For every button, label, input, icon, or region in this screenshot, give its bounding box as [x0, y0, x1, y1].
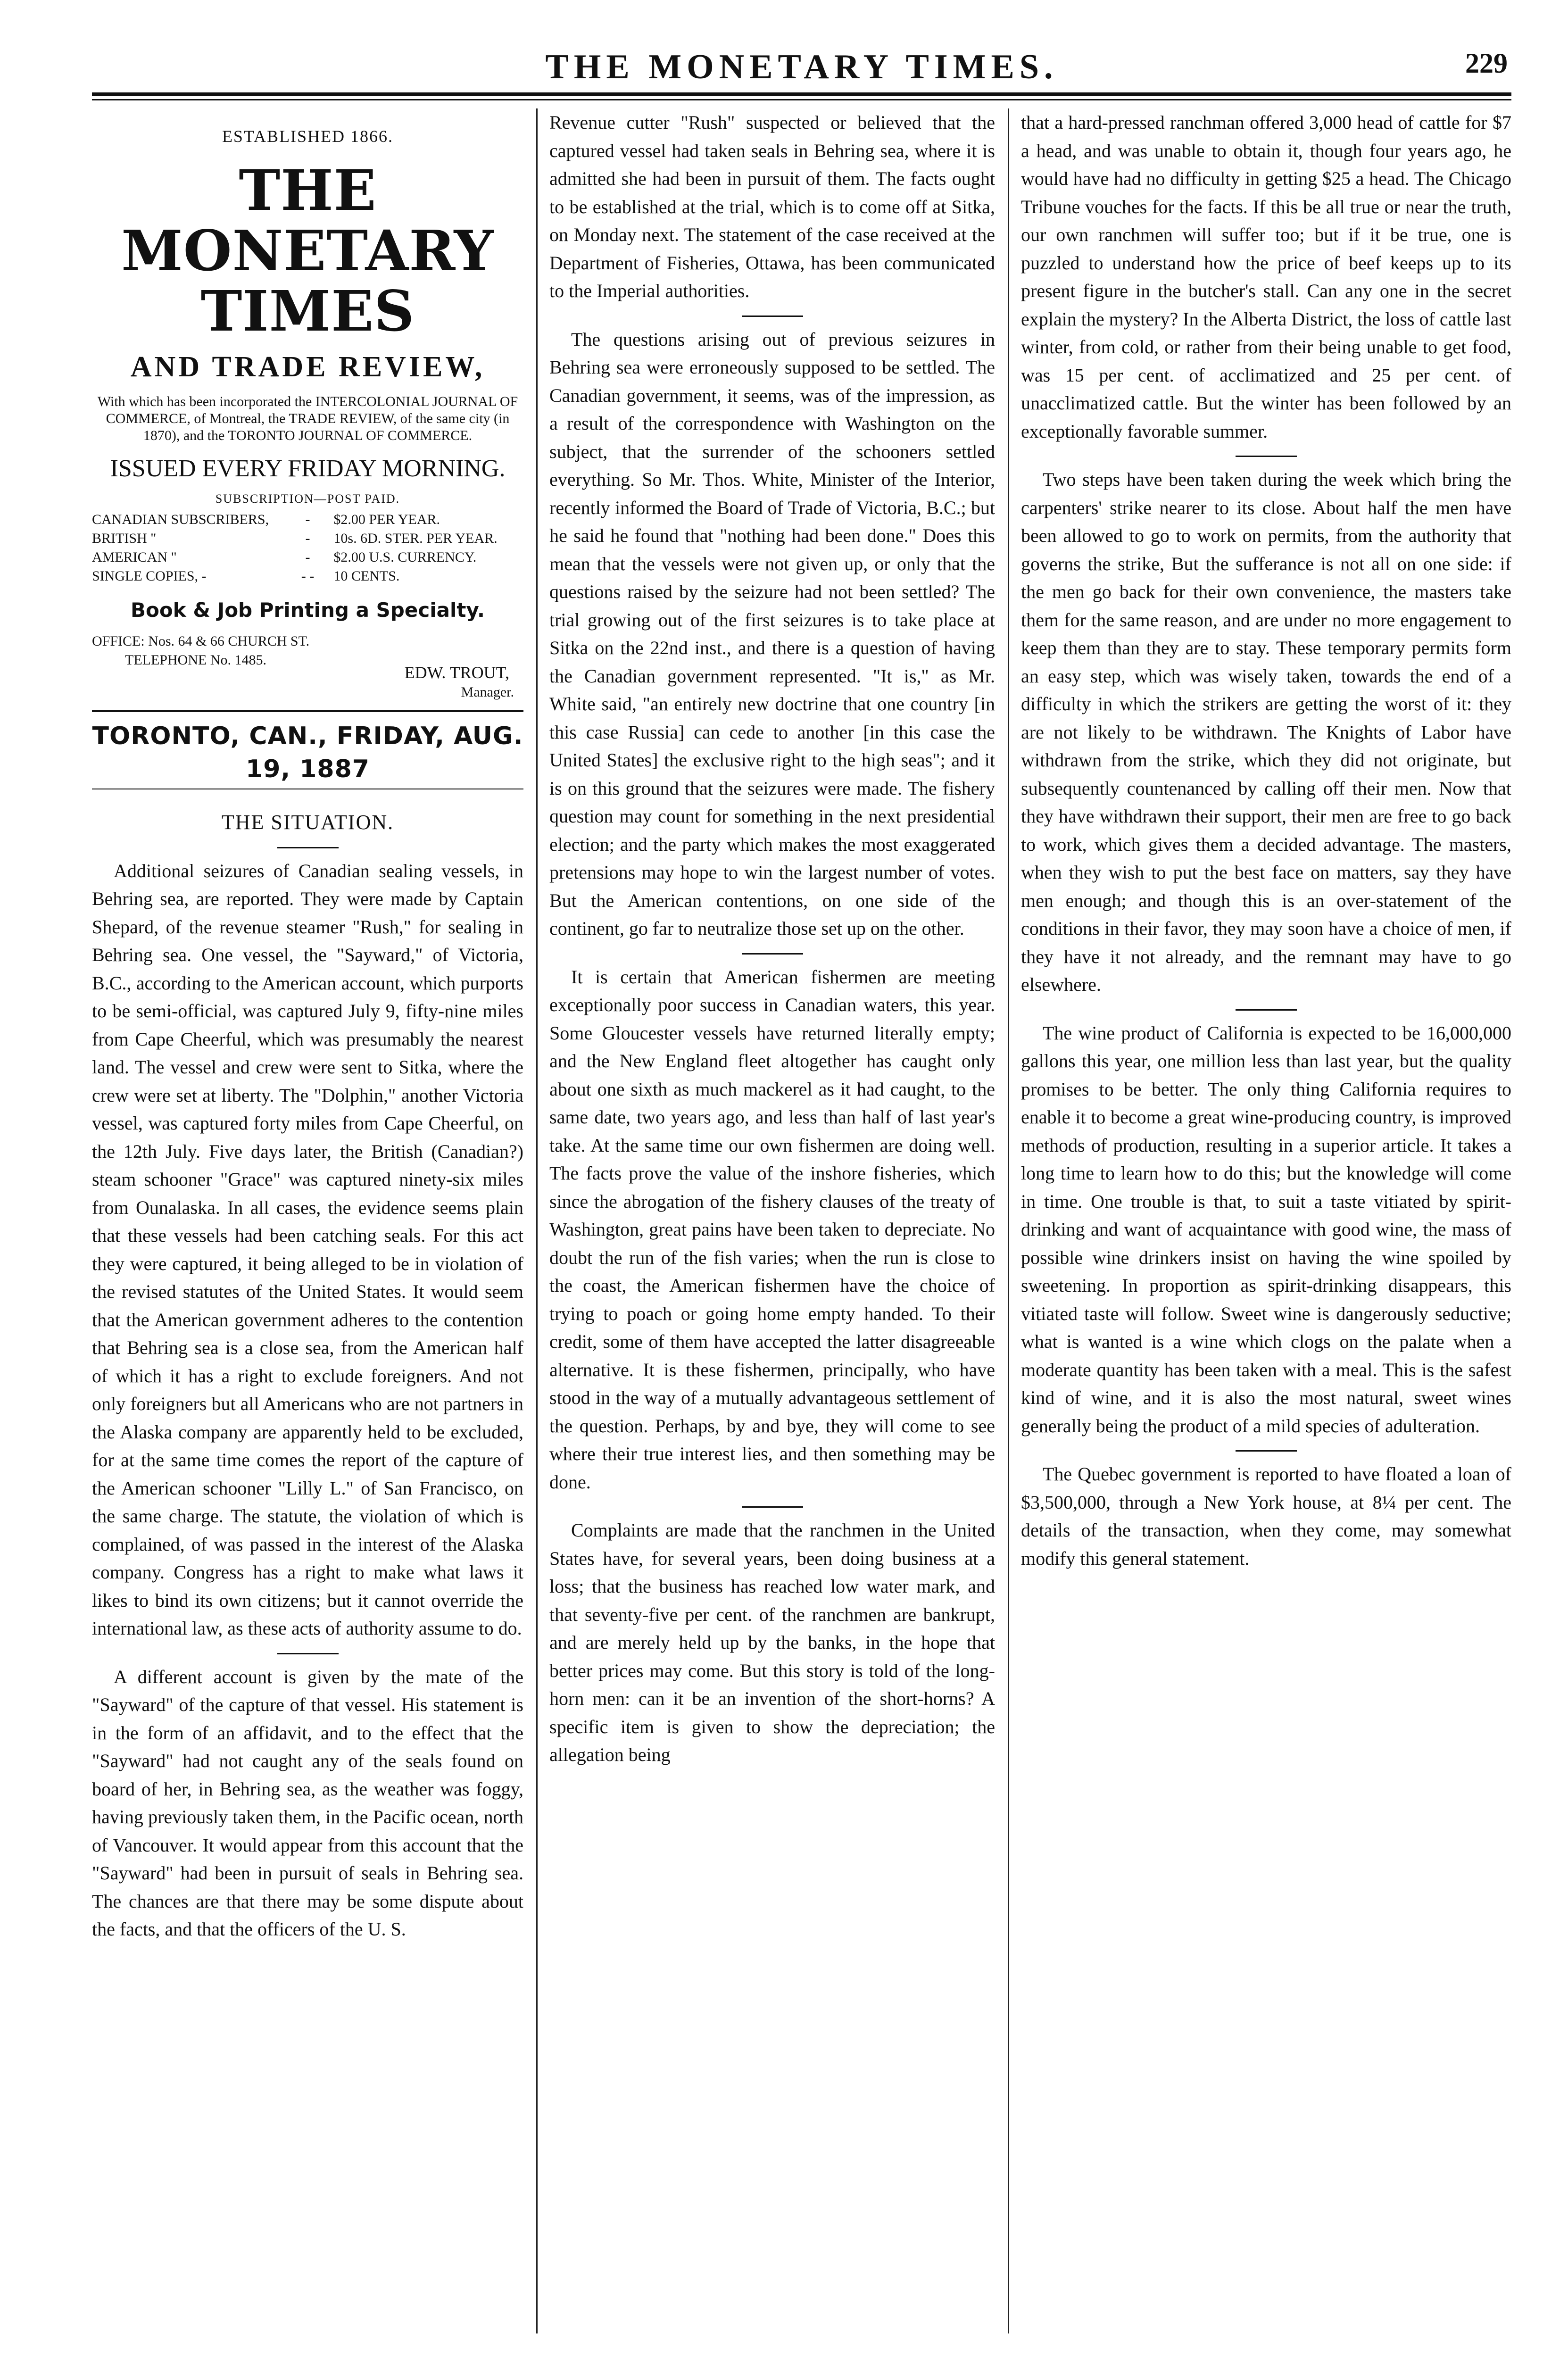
short-rule: [742, 953, 803, 955]
article-paragraph: The wine product of California is expected to be 16,000,000 gallons this year, one million less than last year, but the quality promises to be better. The only thing California requires to enable it to become a great wine-producing country, is improved methods of production, resulting in a superior article. It takes a long time to learn how to do this; but the knowledge will come in time. One trouble is that, to suit a taste vitiated by spirit-drinking and want of acquaintance with good wine, the mass of possible wine drinkers insist on having the wine spoiled by sweetening. In proportion as spirit-drinking disappears, this vitiated taste will follow. Sweet wine is dangerously seductive; what is wanted is a wine which clogs on the palate when a moderate quantity has been taken with a meal. This is the safest kind of wine, and it is also the most natural, sweet wines generally being the product of a mild species of adulteration.: [1021, 1022, 1511, 1436]
column-rule-right: [1008, 108, 1009, 2333]
rate-row: [92, 510, 523, 529]
rate-name: SINGLE COPIES, -: [92, 568, 207, 584]
short-rule: [1236, 1009, 1297, 1011]
rate-dash: - -: [301, 568, 315, 584]
rate-price: 10s. 6D. STER. PER YEAR.: [333, 530, 498, 546]
rate-dash: -: [305, 549, 310, 565]
column-rule-left: [536, 108, 538, 2333]
masthead-rule: [92, 710, 523, 712]
dateline: TORONTO, CAN., FRIDAY, AUG. 19, 1887: [92, 722, 523, 783]
header-rule-thin: [92, 99, 1511, 100]
running-title: THE MONETARY TIMES.: [545, 48, 1058, 86]
printing-specialty: Book & Job Printing a Specialty.: [131, 598, 485, 622]
incorporated-note: With which has been incorporated the INTERCOLONIAL JOURNAL OF COMMERCE, of Montreal, the TRADE REVIEW, of the same city (in 1870), and the TORONTO JOURNAL OF COMMERCE.: [97, 393, 518, 443]
column-2: [549, 108, 995, 2333]
rate-name: CANADIAN SUBSCRIBERS,: [92, 511, 269, 527]
article-paragraph: Revenue cutter "Rush" suspected or believed that the captured vessel had taken seals in Behring sea, where it is admitted she had been in pursuit of them. The facts ought to be established at the trial, which is to come off at Sitka, on Monday next. The statement of the case received at the Department of Fisheries, Ottawa, has been communicated to the Imperial authorities.: [549, 112, 995, 301]
telephone-number: TELEPHONE No. 1485.: [125, 652, 266, 668]
rate-price: $2.00 PER YEAR.: [333, 511, 440, 527]
manager-name: EDW. TROUT,: [404, 663, 509, 682]
article-paragraph: The questions arising out of previous seizures in Behring sea were erroneously supposed to be settled. The Canadian government, it seems, was of the impression, as a result of the correspondence with Washington on the subject, that the surrender of the schooners settled everything. So Mr. Thos. White, Minister of the Interior, recently informed the Board of Trade of Victoria, B.C.; but he said he found that "nothing had been done." Does this mean that the vessels were not given up, or only that the questions raised by the seizure had not been settled? The trial growing out of the first seizures is to take place at Sitka on the 22nd inst., and there is a question of having the Canadian government represented. "It is," as Mr. White said, "an entirely new doctrine that one country [in this case Russia] can cede to another [in this case the United States] the exclusive right to the high seas"; and it is on this ground that the seizures were made. The fishery question may count for something in the next presidential election; and the party which makes the most exaggerated pretensions may hope to win the largest number of votes. But the American contentions, on one side of the continent, go far to neutralize those set up on the other.: [549, 328, 995, 939]
article-paragraph: It is certain that American fishermen are meeting exceptionally poor success in Canadian waters, this year. Some Gloucester vessels have returned literally empty; and the New England fleet altogether has caught only about one sixth as much mackerel as it had caught, to the same date, two years ago, and less than half of last year's take. At the same time our own fishermen are doing well. The facts prove the value of the inshore fisheries, which since the abrogation of the fishery clauses of the treaty of Washington, great pains have been taken to depreciate. No doubt the run of the fish varies; when the run is close to the coast, the American fishermen have the choice of trying to poach or going home empty handed. To their credit, some of them have accepted the latter disagreeable alternative. It is these fishermen, principally, who have stood in the way of a mutually advantageous settlement of the question. Perhaps, by and bye, they will come to see where their true interest lies, and then something may be done.: [549, 966, 995, 1493]
rate-row: [92, 529, 523, 548]
page-number: 229: [1465, 48, 1508, 79]
rate-row: [92, 548, 523, 567]
short-rule: [742, 316, 803, 317]
office-block: [92, 632, 523, 707]
masthead: [92, 123, 523, 848]
rate-price: 10 CENTS.: [333, 568, 400, 584]
subscription-header: SUBSCRIPTION—POST PAID.: [215, 491, 400, 506]
short-rule: [742, 1506, 803, 1508]
article-paragraph: Complaints are made that the ranchmen in the United States have, for several years, been doing business at a loss; that the business has reached low water mark, and that seventy-five per cent. of the ranchmen are bankrupt, and are merely held up by the banks, in the hope that better prices may come. But this story is told of the long-horn men: can it be an invention of the short-horns? A specific item is given to show the depreciation; the allegation being: [549, 1519, 995, 1765]
section-title: THE SITUATION.: [221, 810, 394, 834]
running-head: [92, 42, 1511, 90]
rate-name: AMERICAN ": [92, 549, 177, 565]
article-paragraph: A different account is given by the mate of the "Sayward" of the capture of that vessel. His statement is in the form of an affidavit, and to the effect that the "Sayward" had not caught any of the seals found on board of her, in Behring sea, as the weather was foggy, having previously taken them, in the Pacific ocean, north of Vancouver. It would appear from this account that the "Sayward" had been in pursuit of seals in Behring sea. The chances are that there may be some dispute about the facts, and that the officers of the U. S.: [92, 1666, 523, 1940]
article-paragraph: The Quebec government is reported to have floated a loan of $3,500,000, through a New York house, at 8¼ per cent. The details of the transaction, when they come, may somewhat modify this general statement.: [1021, 1463, 1511, 1569]
rate-row: [92, 567, 523, 586]
journal-subtitle: AND TRADE REVIEW,: [130, 350, 485, 383]
subscription-rates: [92, 510, 523, 586]
short-rule: [277, 1653, 339, 1654]
article-paragraph: Additional seizures of Canadian sealing vessels, in Behring sea, are reported. They were made by Captain Shepard, of the revenue steamer "Rush," for sealing in Behring sea. One vessel, the "Sayward," of Victoria, B.C., according to the American account, which purports to be semi-official, was captured July 9, fifty-nine miles from Cape Cheerful, which was presumably the nearest land. The vessel and crew were sent to Sitka, where the crew were set at liberty. The "Dolphin," another Victoria vessel, was captured forty miles from Cape Cheerful, on the 12th July. Five days later, the British (Canadian?) steam schooner "Grace" was captured ninety-six miles from Ounalaska. In all cases, the evidence seems plain that these vessels had been catching seals. For this act they were captured, it being alleged to be in violation of the revised statutes of the United States. It would seem that the American government adheres to the contention that Behring sea is a close sea, from the American half of which it has a right to exclude foreigners. And not only foreigners but all Americans who are not partners in the Alaska company are apparently held to be excluded, for at the same time comes the report of the capture of the American schooner "Lilly L." of San Francisco, on the same charge. The statute, the violation of which is complained, of was passed in the interest of the Alaska company. Congress has a right to make what laws it likes to bind its own citizens; but it cannot override the international law, as these acts of authority assume to do.: [92, 860, 523, 1639]
rate-price: $2.00 U.S. CURRENCY.: [333, 549, 477, 565]
rate-dash: -: [305, 530, 310, 546]
column-3: [1021, 108, 1511, 2333]
rate-dash: -: [305, 511, 310, 527]
journal-name: THE MONETARY TIMES: [121, 157, 494, 344]
header-rule: [92, 92, 1511, 96]
article-paragraph: Two steps have been taken during the week which bring the carpenters' strike nearer to its close. About half the men have been allowed to go to work on permits, from the authority that governs the strike, But the sufferance is not all on one side: if the men go back for their own convenience, the masters take them for the same reason, and are under no more engagement to keep them than they are to stay. These temporary permits form an easy step, which was wisely taken, towards the end of a difficulty in which the strikers are getting the worst of it: they are not likely to be withdrawn. The Knights of Labor have withdrawn from the strike, which they did not originate, but subsequently countenanced by calling off their men. Now that they have withdrawn their support, their men are free to go back to work, which gives them a decided advantage. The masters, when they wish to put the best face on matters, say they have men enough; and though this is an over-statement of the conditions in their favor, they may soon have a choice of men, if they have it not already, and the remnant may have to go elsewhere.: [1021, 469, 1511, 995]
rate-name: BRITISH ": [92, 530, 157, 546]
office-address: OFFICE: Nos. 64 & 66 CHURCH ST.: [92, 633, 310, 649]
manager-title: Manager.: [461, 684, 514, 700]
article-paragraph: that a hard-pressed ranchman offered 3,000 head of cattle for $7 a head, and was unable to obtain it, though four years ago, he would have had no difficulty in getting $25 a head. The Chicago Tribune vouches for the facts. If this be all true or near the truth, our own ranchmen will suffer too; but if it be true, one is puzzled to understand how the price of beef keeps up to its present figure in the butcher's stall. Can any one in the secret explain the mystery? In the Alberta District, the loss of cattle last winter, from cold, or rather from their being unable to get food, was 15 per cent. of acclimatized and 25 per cent. of unacclimatized cattle. But the winter has been followed by an exceptionally favorable summer.: [1021, 112, 1511, 442]
issued-line: ISSUED EVERY FRIDAY MORNING.: [110, 455, 506, 482]
established-line: ESTABLISHED 1866.: [222, 127, 394, 146]
short-rule: [277, 847, 339, 848]
column-1: [92, 108, 523, 2333]
short-rule: [1236, 1450, 1297, 1452]
short-rule: [1236, 456, 1297, 457]
